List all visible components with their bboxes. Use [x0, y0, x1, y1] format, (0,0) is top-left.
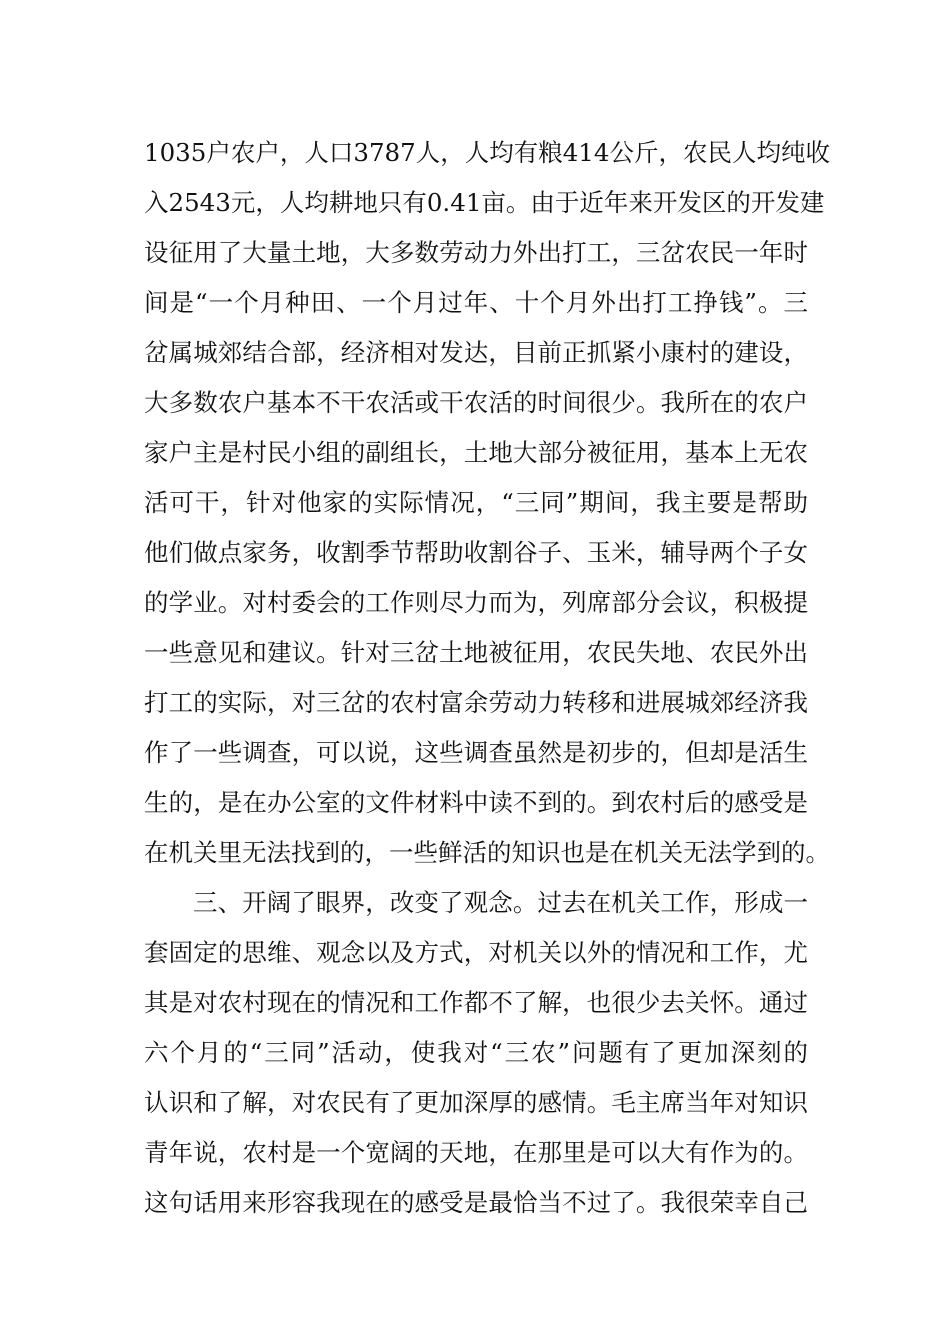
- paragraph-start-line: 三、开阔了眼界，改变了观念。过去在机关工作，形成一: [193, 888, 808, 917]
- text-line: 六个月的“三同”活动，使我对“三农”问题有了更加深刻的: [144, 1038, 808, 1067]
- text-line: 活可干，针对他家的实际情况，“三同”期间，我主要是帮助: [144, 488, 808, 517]
- text-line: 间是“一个月种田、一个月过年、十个月外出打工挣钱”。三: [144, 288, 808, 317]
- text-line: 他们做点家务，收割季节帮助收割谷子、玉米，辅导两个子女: [144, 538, 808, 567]
- text-line: 1035户农户，人口3787人，人均有粮414公斤，农民人均纯收: [144, 138, 830, 167]
- text-line: 岔属城郊结合部，经济相对发达，目前正抓紧小康村的建设，: [144, 338, 808, 367]
- text-line: 打工的实际，对三岔的农村富余劳动力转移和进展城郊经济我: [144, 688, 808, 717]
- text-line: 设征用了大量土地，大多数劳动力外出打工，三岔农民一年时: [144, 238, 808, 267]
- text-line: 大多数农户基本不干农活或干农活的时间很少。我所在的农户: [144, 388, 808, 417]
- text-line: 其是对农村现在的情况和工作都不了解，也很少去关怀。通过: [144, 988, 808, 1017]
- text-line: 认识和了解，对农民有了更加深厚的感情。毛主席当年对知识: [144, 1088, 808, 1117]
- text-line: 生的，是在办公室的文件材料中读不到的。到农村后的感受是: [144, 788, 808, 817]
- text-line: 在机关里无法找到的，一些鲜活的知识也是在机关无法学到的。: [144, 838, 830, 867]
- body-text: [144, 128, 830, 1228]
- text-line: 作了一些调查，可以说，这些调查虽然是初步的，但却是活生: [144, 738, 808, 767]
- text-line: 青年说，农村是一个宽阔的天地，在那里是可以大有作为的。: [144, 1138, 808, 1167]
- text-line: 一些意见和建议。针对三岔土地被征用，农民失地、农民外出: [144, 638, 808, 667]
- text-line: 这句话用来形容我现在的感受是最恰当不过了。我很荣幸自己: [144, 1188, 808, 1217]
- text-line: 的学业。对村委会的工作则尽力而为，列席部分会议，积极提: [144, 588, 808, 617]
- text-line: 入2543元，人均耕地只有0.41亩。由于近年来开发区的开发建: [144, 188, 825, 217]
- text-line: 套固定的思维、观念以及方式，对机关以外的情况和工作，尤: [144, 938, 808, 967]
- text-line: 家户主是村民小组的副组长，土地大部分被征用，基本上无农: [144, 438, 808, 467]
